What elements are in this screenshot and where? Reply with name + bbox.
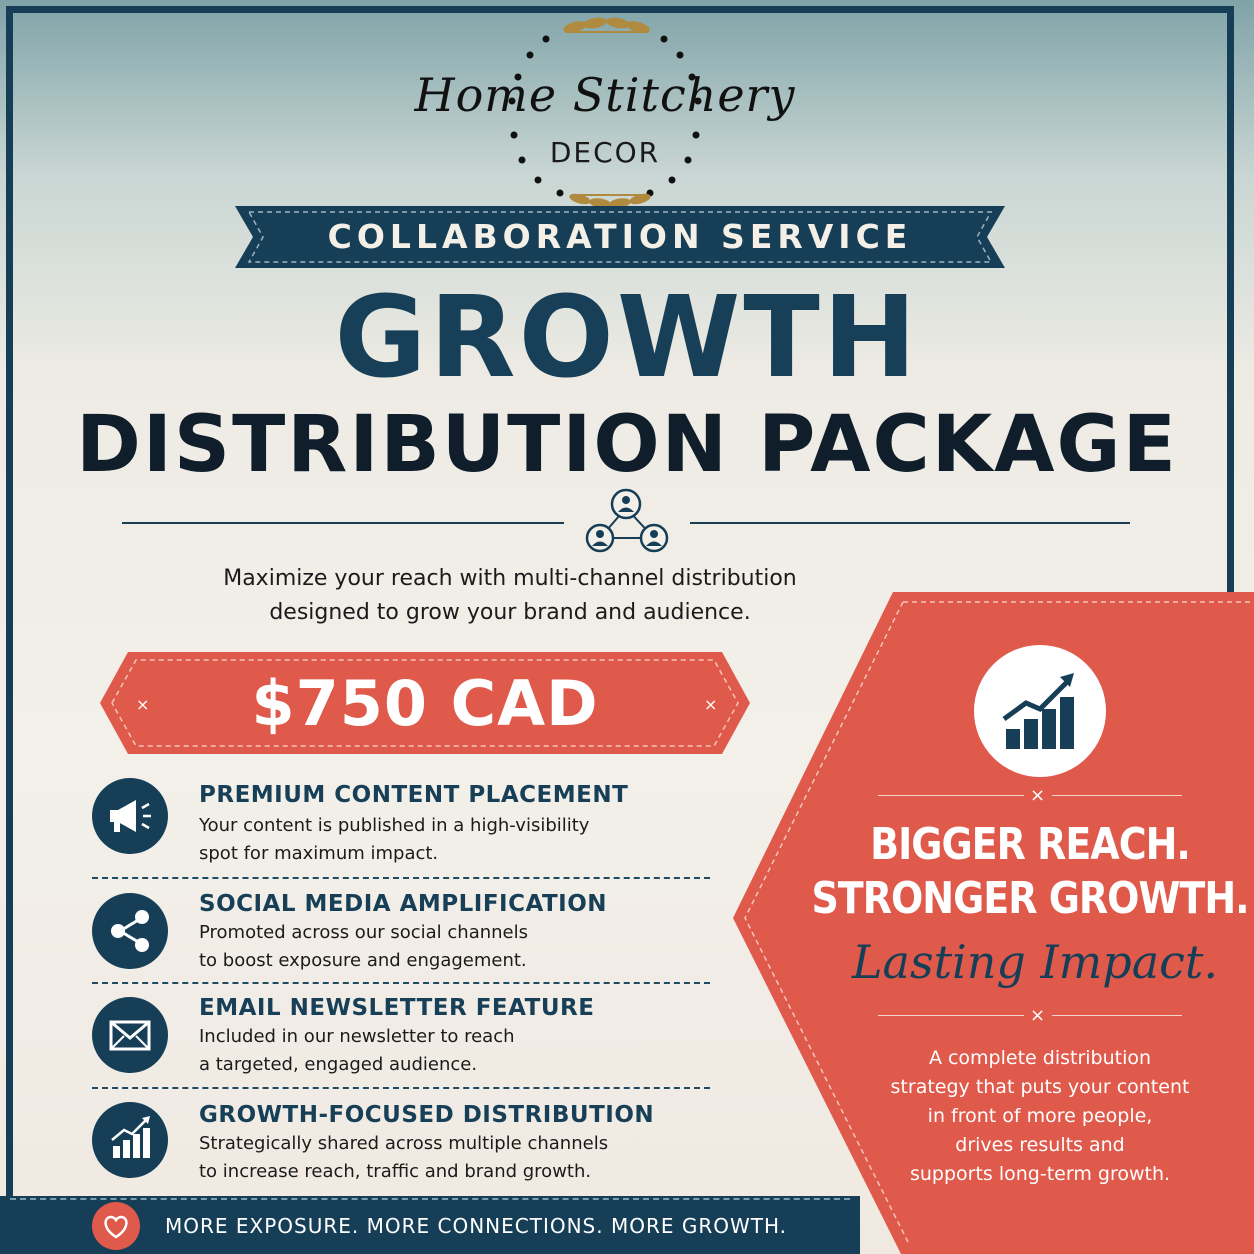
panel-rule: [878, 795, 1024, 796]
feature-desc-line: Strategically shared across multiple channels: [199, 1133, 609, 1154]
heart-icon: [92, 1202, 140, 1250]
share-icon: [92, 893, 168, 969]
panel-headline-1: BIGGER REACH.: [870, 818, 1190, 870]
feature-desc-line: to boost exposure and engagement.: [199, 950, 527, 971]
feature-title: PREMIUM CONTENT PLACEMENT: [199, 782, 629, 808]
subtitle-line-2: designed to grow your brand and audience.: [269, 600, 751, 625]
feature-divider: [92, 1087, 710, 1089]
panel-desc-line: drives results and: [955, 1134, 1125, 1156]
network-people-icon: [578, 486, 674, 556]
footer-tagline: MORE EXPOSURE. MORE CONNECTIONS. MORE GROWTH.: [165, 1214, 788, 1238]
panel-x-icon: ×: [1030, 1005, 1046, 1026]
panel-headline-2: STRONGER GROWTH.: [811, 872, 1249, 924]
feature-title: GROWTH-FOCUSED DISTRIBUTION: [199, 1102, 655, 1128]
panel-desc-line: in front of more people,: [927, 1105, 1153, 1127]
feature-title: SOCIAL MEDIA AMPLIFICATION: [199, 891, 608, 917]
title-main: GROWTH: [334, 273, 920, 403]
panel-rule: [1052, 795, 1182, 796]
divider-right: [690, 522, 1130, 524]
title-sub: DISTRIBUTION PACKAGE: [76, 400, 1178, 490]
panel-x-icon: ×: [1030, 785, 1046, 806]
panel-desc-line: A complete distribution: [928, 1047, 1152, 1069]
feature-desc-line: to increase reach, traffic and brand growth.: [199, 1161, 592, 1182]
panel-description: [850, 1044, 1230, 1189]
feature-title: EMAIL NEWSLETTER FEATURE: [199, 995, 595, 1021]
megaphone-icon: [92, 778, 168, 854]
feature-desc-line: Included in our newsletter to reach: [199, 1026, 515, 1047]
ribbon-label: COLLABORATION SERVICE: [327, 217, 913, 256]
feature-growth-distribution: [88, 1102, 718, 1192]
panel-desc-line: supports long-term growth.: [909, 1163, 1171, 1185]
envelope-icon: [92, 997, 168, 1073]
feature-premium-placement: [88, 778, 718, 878]
feature-desc: [199, 812, 719, 868]
growth-chart-badge-icon: [974, 645, 1106, 777]
divider-left: [122, 522, 564, 524]
feature-desc-line: Promoted across our social channels: [199, 922, 528, 943]
feature-desc: [199, 1130, 719, 1186]
logo-script-text: Home Stitchery: [414, 68, 796, 122]
panel-script: Lasting Impact.: [851, 935, 1218, 989]
panel-rule: [1052, 1015, 1182, 1016]
panel-desc-line: strategy that puts your content: [890, 1076, 1190, 1098]
wheat-top-icon: [562, 16, 651, 35]
panel-rule: [878, 1015, 1024, 1016]
feature-desc-line: spot for maximum impact.: [199, 843, 439, 864]
feature-desc: [199, 919, 719, 975]
feature-divider: [92, 877, 710, 879]
price-x-left-icon: ×: [136, 695, 150, 714]
price-x-right-icon: ×: [704, 695, 718, 714]
feature-desc: [199, 1023, 719, 1079]
price-label: $750 CAD: [251, 667, 599, 740]
feature-divider: [92, 982, 710, 984]
feature-desc-line: a targeted, engaged audience.: [199, 1054, 478, 1075]
subtitle-line-1: Maximize your reach with multi-channel distribution: [223, 566, 797, 591]
growth-chart-icon: [92, 1102, 168, 1178]
feature-social-amplification: [88, 893, 718, 983]
logo-decor-text: DECOR: [549, 136, 661, 169]
footer-dash: [10, 1198, 850, 1200]
feature-desc-line: Your content is published in a high-visibility: [199, 815, 590, 836]
feature-email-newsletter: [88, 997, 718, 1087]
